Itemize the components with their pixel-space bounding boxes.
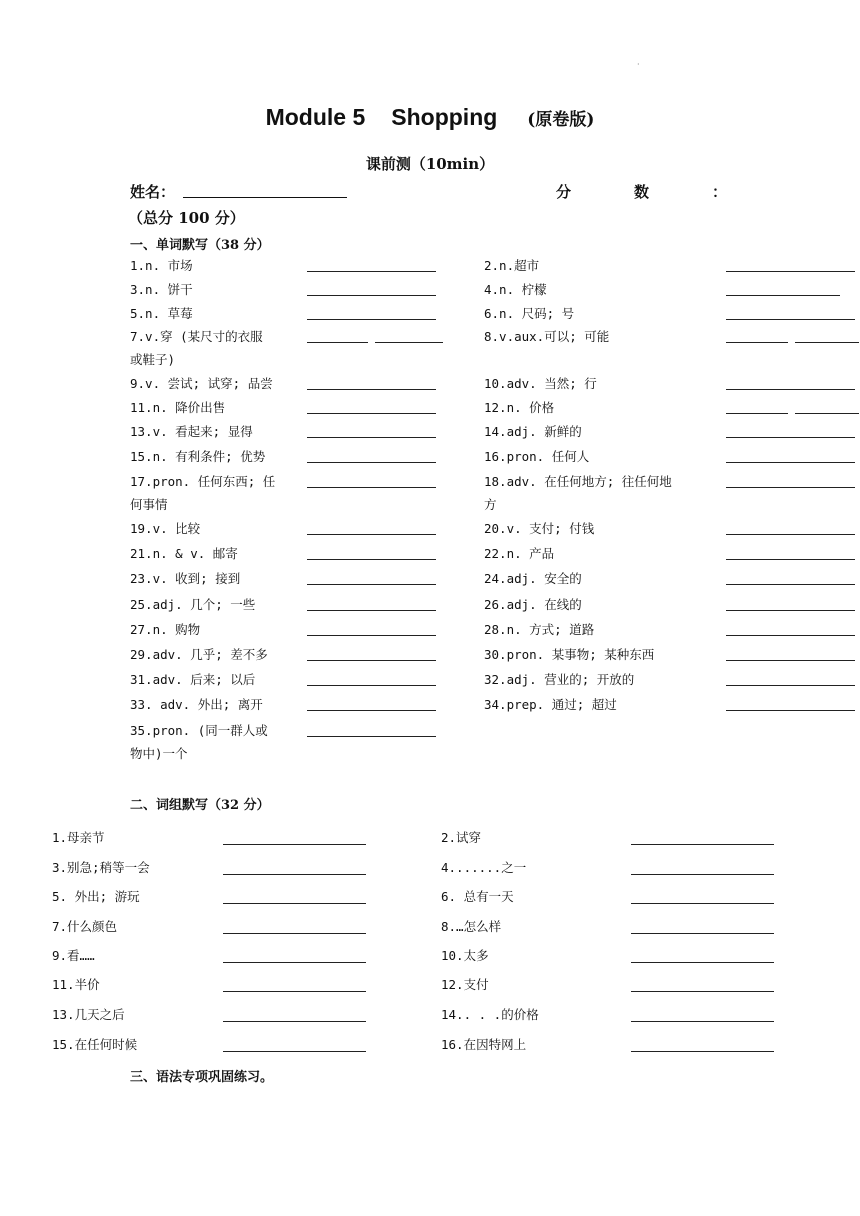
vocab-prompt: 17.pron. 任何东西; 任 — [130, 474, 276, 489]
answer-blank[interactable] — [631, 903, 774, 904]
answer-blank[interactable] — [307, 610, 436, 611]
vocab-prompt: 10.adv. 当然; 行 — [484, 376, 597, 391]
answer-blank[interactable] — [631, 844, 774, 845]
vocab-prompt: 15.n. 有利条件; 优势 — [130, 449, 266, 464]
vocab-prompt: 26.adj. 在线的 — [484, 597, 582, 612]
answer-blank[interactable] — [726, 710, 855, 711]
phrase-prompt: 3.别急;稍等一会 — [52, 860, 150, 875]
vocab-prompt: 21.n. & v. 邮寄 — [130, 546, 238, 561]
answer-blank[interactable] — [223, 903, 366, 904]
answer-blank[interactable] — [307, 271, 436, 272]
vocab-prompt: 或鞋子) — [130, 352, 176, 367]
vocab-prompt: 方 — [484, 497, 497, 512]
vocab-prompt: 22.n. 产品 — [484, 546, 555, 561]
answer-blank[interactable] — [223, 933, 366, 934]
phrase-prompt: 10.太多 — [441, 948, 489, 963]
answer-blank[interactable] — [307, 736, 436, 737]
phrase-prompt: 8.…怎么样 — [441, 919, 502, 934]
vocab-prompt: 6.n. 尺码; 号 — [484, 306, 575, 321]
vocab-prompt: 24.adj. 安全的 — [484, 571, 582, 586]
title-module: Module 5 — [265, 104, 366, 130]
answer-blank[interactable] — [307, 685, 436, 686]
answer-blank[interactable] — [726, 271, 855, 272]
vocab-prompt: 31.adv. 后来; 以后 — [130, 672, 256, 687]
vocab-prompt: 35.pron. (同一群人或 — [130, 723, 268, 738]
answer-blank[interactable] — [726, 584, 855, 585]
answer-blank[interactable] — [307, 559, 436, 560]
phrase-prompt: 2.试穿 — [441, 830, 482, 845]
answer-blank[interactable] — [307, 462, 436, 463]
answer-blank[interactable] — [307, 295, 436, 296]
answer-blank[interactable] — [726, 342, 788, 343]
phrase-prompt: 12.支付 — [441, 977, 489, 992]
vocab-prompt: 34.prep. 通过; 超过 — [484, 697, 617, 712]
phrase-prompt: 13.几天之后 — [52, 1007, 125, 1022]
vocab-prompt: 20.v. 支付; 付钱 — [484, 521, 595, 536]
vocab-prompt: 14.adj. 新鲜的 — [484, 424, 582, 439]
vocab-prompt: 12.n. 价格 — [484, 400, 555, 415]
phrase-prompt: 6. 总有一天 — [441, 889, 514, 904]
vocab-prompt: 2.n.超市 — [484, 258, 540, 273]
phrase-prompt: 5. 外出; 游玩 — [52, 889, 140, 904]
answer-blank[interactable] — [726, 660, 855, 661]
vocab-prompt: 30.pron. 某事物; 某种东西 — [484, 647, 655, 662]
vocab-prompt: 29.adv. 几乎; 差不多 — [130, 647, 268, 662]
answer-blank[interactable] — [726, 389, 855, 390]
answer-blank[interactable] — [223, 1021, 366, 1022]
title-version: (原卷版) — [527, 110, 595, 130]
answer-blank[interactable] — [631, 874, 774, 875]
phrase-prompt: 9.看…… — [52, 948, 95, 963]
answer-blank[interactable] — [726, 635, 855, 636]
answer-blank[interactable] — [307, 437, 436, 438]
phrase-prompt: 7.什么颜色 — [52, 919, 118, 934]
answer-blank[interactable] — [307, 534, 436, 535]
vocab-prompt: 11.n. 降价出售 — [130, 400, 226, 415]
answer-blank[interactable] — [307, 660, 436, 661]
vocab-prompt: 3.n. 饼干 — [130, 282, 193, 297]
score-char-3: ： — [712, 183, 728, 201]
answer-blank[interactable] — [307, 389, 436, 390]
answer-blank[interactable] — [631, 1051, 774, 1052]
page-dot: · — [637, 60, 640, 69]
phrase-prompt: 11.半价 — [52, 977, 100, 992]
answer-blank[interactable] — [631, 1021, 774, 1022]
answer-blank[interactable] — [726, 295, 840, 296]
page-title — [0, 104, 860, 131]
phrase-prompt: 15.在任何时候 — [52, 1037, 138, 1052]
answer-blank[interactable] — [307, 584, 436, 585]
answer-blank[interactable] — [375, 342, 443, 343]
vocab-prompt: 27.n. 购物 — [130, 622, 201, 637]
answer-blank[interactable] — [726, 413, 788, 414]
answer-blank[interactable] — [631, 991, 774, 992]
vocab-prompt: 5.n. 草莓 — [130, 306, 193, 321]
section3-heading: 三、语法专项巩固练习。 — [130, 1070, 274, 1085]
answer-blank[interactable] — [223, 874, 366, 875]
name-label: 姓名： — [130, 183, 176, 201]
title-topic: Shopping — [391, 104, 498, 130]
answer-blank[interactable] — [726, 610, 855, 611]
phrase-prompt: 14.. . .的价格 — [441, 1007, 539, 1022]
answer-blank[interactable] — [307, 413, 436, 414]
vocab-prompt: 物中)一个 — [130, 746, 188, 761]
answer-blank[interactable] — [223, 1051, 366, 1052]
score-char-2: 数 — [634, 183, 650, 201]
answer-blank[interactable] — [726, 462, 855, 463]
answer-blank[interactable] — [223, 962, 366, 963]
answer-blank[interactable] — [307, 487, 436, 488]
vocab-prompt: 32.adj. 营业的; 开放的 — [484, 672, 635, 687]
vocab-prompt: 7.v.穿 (某尺寸的衣服 — [130, 329, 263, 344]
vocab-prompt: 25.adj. 几个; 一些 — [130, 597, 256, 612]
vocab-prompt: 13.v. 看起来; 显得 — [130, 424, 253, 439]
answer-blank[interactable] — [726, 685, 855, 686]
answer-blank[interactable] — [726, 319, 855, 320]
answer-blank[interactable] — [795, 342, 859, 343]
answer-blank[interactable] — [307, 342, 368, 343]
vocab-prompt: 28.n. 方式; 道路 — [484, 622, 595, 637]
vocab-prompt: 19.v. 比较 — [130, 521, 201, 536]
answer-blank[interactable] — [223, 844, 366, 845]
vocab-prompt: 33. adv. 外出; 离开 — [130, 697, 263, 712]
vocab-prompt: 8.v.aux.可以; 可能 — [484, 329, 610, 344]
total-score: （总分 100 分） — [128, 209, 245, 227]
vocab-prompt: 16.pron. 任何人 — [484, 449, 590, 464]
vocab-prompt: 1.n. 市场 — [130, 258, 193, 273]
vocab-prompt: 18.adv. 在任何地方; 往任何地 — [484, 474, 672, 489]
vocab-prompt: 9.v. 尝试; 试穿; 品尝 — [130, 376, 273, 391]
section2-heading: 二、词组默写（32 分） — [130, 798, 270, 813]
answer-blank[interactable] — [631, 962, 774, 963]
answer-blank[interactable] — [307, 710, 436, 711]
answer-blank[interactable] — [307, 319, 436, 320]
section1-heading: 一、单词默写（38 分） — [130, 238, 270, 253]
vocab-prompt: 23.v. 收到; 接到 — [130, 571, 241, 586]
answer-blank[interactable] — [223, 991, 366, 992]
page-subtitle: 课前测（10min） — [365, 155, 495, 173]
answer-blank[interactable] — [631, 933, 774, 934]
name-field-line[interactable] — [183, 197, 347, 198]
vocab-prompt: 何事情 — [130, 497, 168, 512]
score-char-1: 分 — [556, 183, 572, 201]
phrase-prompt: 1.母亲节 — [52, 830, 105, 845]
answer-blank[interactable] — [726, 534, 855, 535]
answer-blank[interactable] — [307, 635, 436, 636]
answer-blank[interactable] — [795, 413, 859, 414]
phrase-prompt: 16.在因特网上 — [441, 1037, 527, 1052]
answer-blank[interactable] — [726, 487, 855, 488]
answer-blank[interactable] — [726, 559, 855, 560]
vocab-prompt: 4.n. 柠檬 — [484, 282, 547, 297]
phrase-prompt: 4.......之一 — [441, 860, 527, 875]
answer-blank[interactable] — [726, 437, 855, 438]
